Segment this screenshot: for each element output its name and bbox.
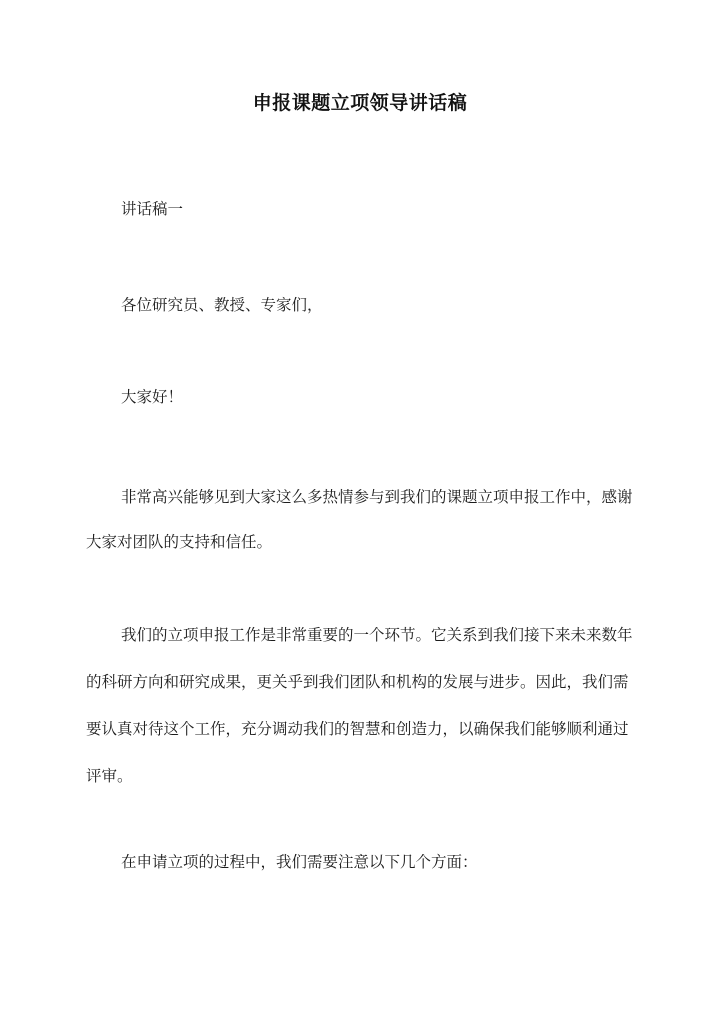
document-title: 申报课题立项领导讲话稿 (252, 92, 468, 114)
body-paragraph: 在申请立项的过程中，我们需要注意以下几个方面： (121, 853, 478, 871)
speech-section-heading: 讲话稿一 (121, 200, 184, 218)
body-paragraph: 非常高兴能够见到大家这么多热情参与到我们的课题立项申报工作中，感谢大家对团队的支持和信任。 (86, 488, 633, 551)
salutation-paragraph: 各位研究员、教授、专家们， (121, 296, 323, 314)
greeting-paragraph: 大家好！ (121, 388, 184, 406)
body-paragraph: 我们的立项申报工作是非常重要的一个环节。它关系到我们接下来未来数年的科研方向和研究成果，更关乎到我们团队和机构的发展与进步。因此，我们需要认真对待这个工作，充分调动我们的智慧和创造力，以确保我们能够顺利通过评审。 (86, 626, 633, 785)
